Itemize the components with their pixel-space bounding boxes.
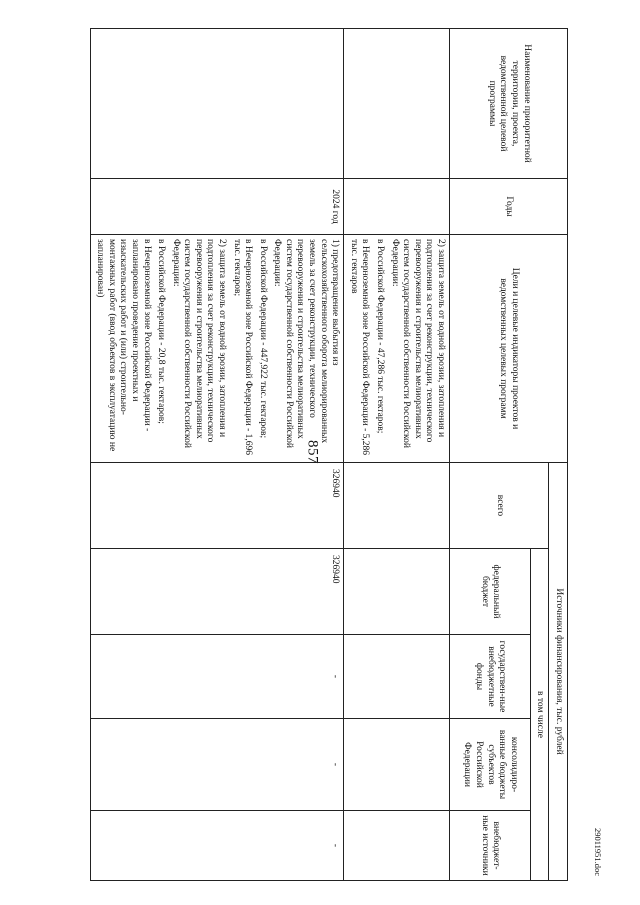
header-state-funds: государствен-ные внебюджетные фонды (449, 635, 530, 719)
financing-table (90, 28, 568, 881)
cell-goals (90, 235, 344, 463)
cell-federal (344, 549, 450, 635)
cell-year: 2024 год (90, 179, 344, 235)
table-row (344, 29, 450, 881)
cell-federal: 326940 (90, 549, 344, 635)
cell-name (90, 29, 344, 179)
cell-year (344, 179, 450, 235)
header-financing: Источники финансирования, тыс. рублей (549, 463, 568, 881)
page-number: 857 (304, 440, 321, 464)
goal-paragraph: в Нечерноземной зоне Российской Федерации - 1,696 тыс. гектаров; (231, 239, 254, 456)
goal-paragraph: в Нечерноземной зоне Российской Федерации - 5,286 тыс. гектаров (348, 239, 371, 456)
cell-total: 326940 (90, 463, 344, 549)
goal-paragraph: в Нечерноземной зоне Российской Федерации - запланировано проведение проектных и изыскательских работ и (или) строительно-монтажных работ (ввод объектов в эксплуатацию не запланирован) (95, 239, 152, 452)
header-total: всего (449, 463, 549, 549)
header-regional: консолидиро-ванные бюджеты субъектов Российской Федерации (449, 719, 530, 811)
cell-regional (344, 719, 450, 811)
cell-extrabudget: - (90, 811, 344, 881)
header-years: Годы (449, 179, 567, 235)
header-federal: федеральный бюджет (449, 549, 530, 635)
cell-state-funds (344, 635, 450, 719)
cell-regional: - (90, 719, 344, 811)
cell-name (344, 29, 450, 179)
header-goals: Цели и целевые индикаторы проектов и ведомственных целевых программ (449, 235, 567, 463)
cell-total (344, 463, 450, 549)
header-name: Наименование приоритетной территории, проекта, ведомственной целевой программы (449, 29, 567, 179)
document-file-code: 29011951.doc (593, 827, 603, 877)
goal-paragraph: в Российской Федерации - 20,8 тыс. гектаров; (156, 239, 167, 424)
goal-paragraph: 1) предотвращение выбытия из сельскохозяйственного оборота мелиорированных земель за счет реконструкции, технического перевооружения и строительства мелиоративных систем государственной собственности Российской Федерации: (272, 239, 341, 448)
cell-state-funds: - (90, 635, 344, 719)
goal-paragraph: в Российской Федерации - 47,286 тыс. гектаров; (374, 239, 385, 434)
header-extrabudget: внебюджет-ные источники (449, 811, 530, 881)
goal-paragraph: 2) защита земель от водной эрозии, затопления и подтопления за счет реконструкции, технического перевооружения и строительства мелиоративных систем государственной собственности Российской Федерации: (389, 239, 446, 448)
goal-paragraph: в Российской Федерации - 447,922 тыс. гектаров; (257, 239, 268, 439)
header-including: в том числе (530, 549, 549, 881)
goal-paragraph: 2) защита земель от водной эрозии, затопления и подтопления за счет реконструкции, технического перевооружения и строительства мелиоративных систем государственной собственности Российской Федерации: (170, 239, 228, 448)
table-row (90, 29, 344, 881)
cell-extrabudget (344, 811, 450, 881)
cell-goals (344, 235, 450, 463)
financing-table-sheet (78, 28, 568, 880)
